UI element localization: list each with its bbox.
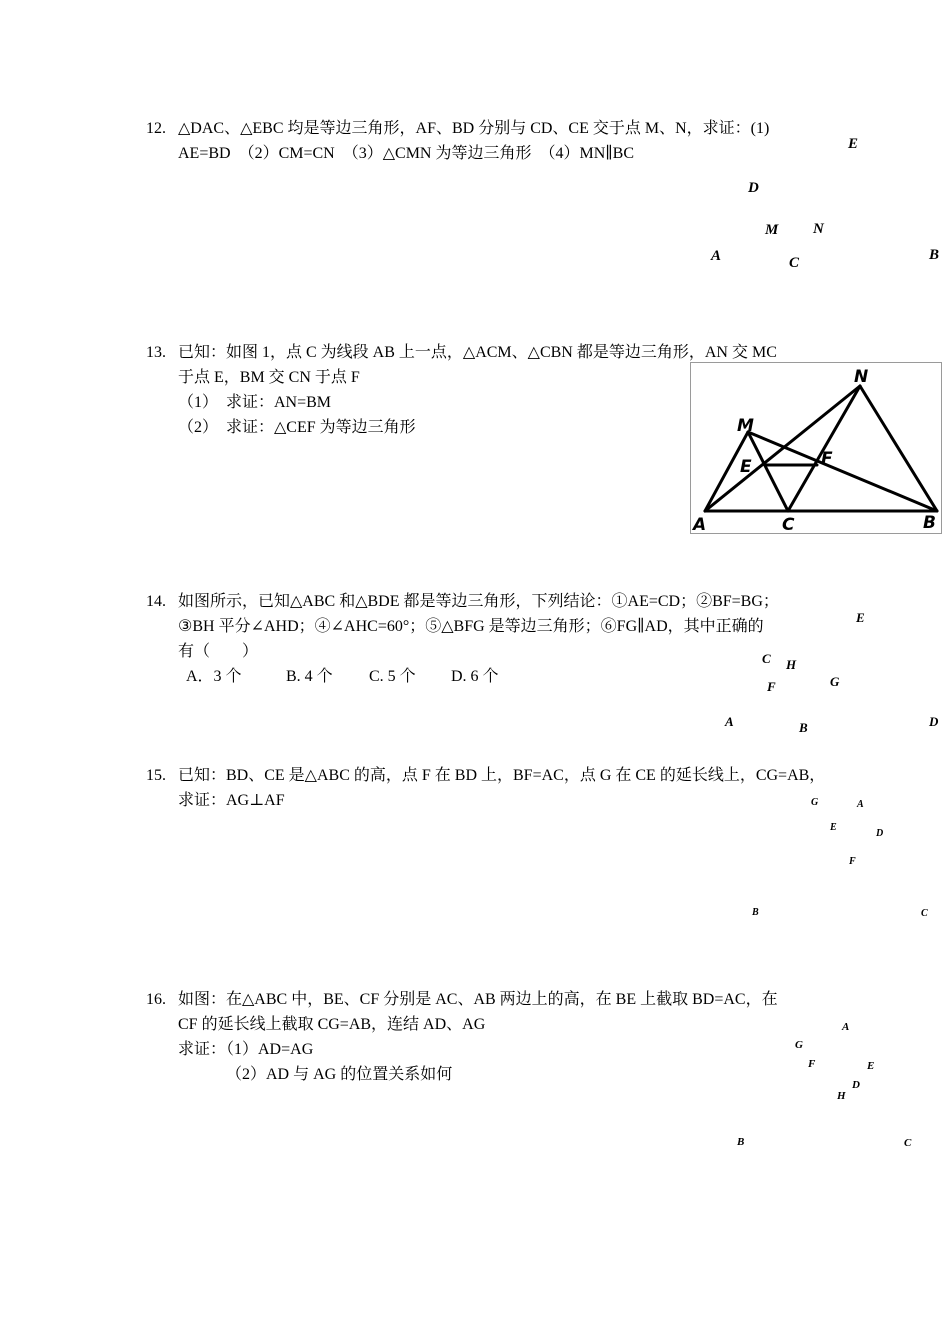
point-label: A: [857, 799, 864, 810]
point-label: B: [737, 1136, 745, 1148]
point-label: A: [693, 515, 707, 533]
point-label: B: [929, 247, 940, 263]
point-label: N: [813, 221, 824, 237]
point-label: A: [711, 248, 722, 264]
problem-line: 已知：BD、CE 是△ABC 的高，点 F 在 BD 上，BF=AC，点 G 在 CE 的延长线上，CG=AB，: [178, 767, 826, 784]
option-c: C. 5 个: [369, 668, 416, 685]
problem-number: 15.: [146, 767, 166, 784]
point-label: D: [748, 180, 759, 196]
problem-line: △DAC、△EBC 均是等边三角形，AF、BD 分别与 CD、CE 交于点 M、N，求证：(1): [178, 120, 770, 137]
point-label: M: [737, 416, 754, 436]
option-a: A．3 个: [186, 668, 242, 685]
problem-line: 如图：在△ABC 中，BE、CF 分别是 AC、AB 两边上的高，在 BE 上截取 BD=AC，在: [178, 991, 778, 1008]
problem-number: 16.: [146, 991, 166, 1008]
problem-number: 12.: [146, 120, 166, 137]
point-label: E: [856, 610, 865, 625]
figure-13: [690, 362, 942, 534]
point-label: B: [799, 720, 808, 735]
segment-nb: [860, 386, 937, 511]
point-label: E: [848, 136, 859, 152]
point-label: D: [852, 1079, 860, 1091]
option-d: D. 6 个: [451, 668, 499, 685]
point-label: C: [904, 1137, 912, 1149]
point-label: E: [867, 1060, 875, 1072]
point-label: D: [876, 828, 884, 839]
problem-line: 求证：AG⊥AF: [178, 792, 285, 809]
segment-an: [705, 386, 860, 511]
point-label: G: [830, 674, 840, 689]
problem-line: （2）AD 与 AG 的位置关系如何: [226, 1066, 453, 1083]
problem-line: AE=BD （2）CM=CN （3）△CMN 为等边三角形 （4）MN∥BC: [178, 145, 635, 162]
point-label: B: [923, 513, 936, 533]
point-label: E: [740, 457, 752, 477]
point-label: A: [842, 1021, 850, 1033]
problem-line: （1） 求证：AN=BM: [178, 394, 332, 411]
figure-13-diagram: [691, 363, 941, 533]
problem-number: 13.: [146, 344, 166, 361]
point-label: H: [837, 1090, 846, 1102]
problem-number: 14.: [146, 593, 166, 610]
problem-line: 求证：（1）AD=AG: [178, 1041, 314, 1058]
point-label: C: [782, 515, 795, 533]
point-label: E: [830, 822, 837, 833]
point-label: F: [849, 856, 856, 867]
problem-line: （2） 求证：△CEF 为等边三角形: [178, 419, 416, 436]
point-label: M: [765, 222, 779, 238]
point-label: G: [795, 1039, 803, 1051]
point-label: N: [854, 367, 869, 387]
segment-bm: [748, 432, 937, 511]
point-label: D: [929, 714, 939, 729]
problem-line: ③BH 平分∠AHD；④∠AHC=60°；⑤△BFG 是等边三角形；⑥FG∥AD，其中正确的: [178, 618, 764, 635]
problem-line: CF 的延长线上截取 CG=AB，连结 AD、AG: [178, 1016, 486, 1033]
option-b: B. 4 个: [286, 668, 333, 685]
point-label: G: [811, 797, 819, 808]
point-label: H: [786, 657, 797, 672]
point-label: F: [821, 449, 833, 469]
point-label: A: [725, 714, 734, 729]
point-label: C: [789, 255, 800, 271]
point-label: B: [752, 907, 759, 918]
point-label: C: [762, 651, 771, 666]
problem-line: 有（ ）: [178, 643, 259, 660]
problem-line: 已知：如图 1，点 C 为线段 AB 上一点，△ACM、△CBN 都是等边三角形，AN 交 MC: [178, 344, 777, 361]
point-label: F: [808, 1058, 816, 1070]
problem-line: 如图所示，已知△ABC 和△BDE 都是等边三角形，下列结论：①AE=CD；②BF=BG；: [178, 593, 779, 610]
point-label: C: [921, 908, 928, 919]
point-label: F: [767, 679, 776, 694]
problem-line: 于点 E，BM 交 CN 于点 F: [178, 369, 360, 386]
